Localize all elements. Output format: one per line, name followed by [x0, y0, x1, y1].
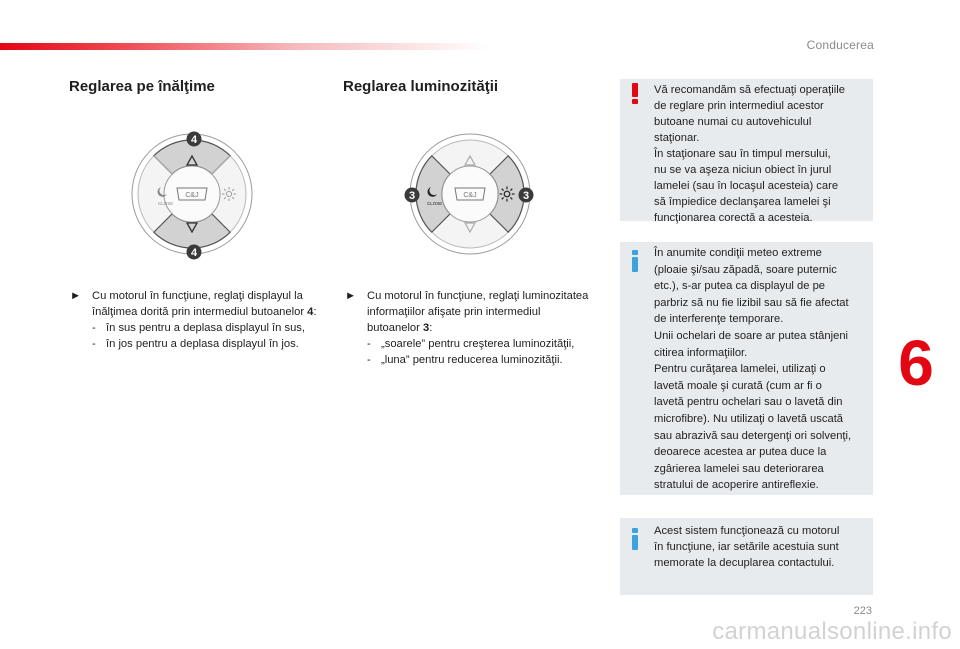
warning-notice — [620, 79, 873, 224]
height-intro-text: Cu motorul în funcţiune, reglaţi displayul la înălţimea dorită prin intermediul butoanelor — [92, 290, 305, 318]
badge-4-top-label: 4 — [190, 134, 198, 146]
warning-line: să împiedice declanşarea lamelei şi — [654, 196, 831, 208]
info-line: stratului de acoperire antireflexie. — [654, 479, 819, 492]
chapter-title: Conducerea — [806, 38, 874, 52]
close-label: CLOSE — [158, 201, 174, 206]
height-item-up: în sus pentru a deplasa displayul în sus, — [106, 322, 306, 334]
info-notice-display — [620, 242, 873, 495]
warning-line: În staţionare sau în timpul mersului, — [654, 148, 831, 160]
brightness-button-ref: 3 — [422, 322, 430, 334]
display-label: C&J — [185, 192, 199, 199]
brightness-item-moon: „luna” pentru reducerea luminozităţii. — [381, 354, 563, 366]
arrow-bullet-icon: ► — [70, 290, 82, 302]
info-line: memorate la decuplarea contactului. — [654, 557, 835, 569]
brightness-instructions: ► Cu motorul în funcţiune, reglaţi luminozitatea informaţiilor afişate prin intermediul butoanelor 3: - „soarele” pentru creşterea luminozităţii, - „luna” pentru reducerea luminozităţii. — [345, 290, 589, 366]
info-line: zgârierea lamelei sau deteriorarea — [654, 462, 824, 475]
close-label: CLOSE — [427, 201, 443, 206]
brightness-item-sun: „soarele” pentru creşterea luminozităţii, — [381, 338, 575, 350]
page-number: 223 — [853, 605, 872, 617]
info-line: În anumite condiţii meteo extreme — [654, 247, 822, 259]
info-line: de interferenţe temporare. — [654, 313, 784, 326]
info-line: parbriz să nu fie lizibil sau să fie afectat — [654, 296, 849, 309]
info-line: lavetă pentru ochelari sau o lavetă din — [654, 396, 843, 409]
warning-line: Vă recomandăm să efectuaţi operaţiile — [654, 84, 845, 96]
height-instructions: ► Cu motorul în funcţiune, reglaţi displayul la înălţimea dorită prin intermediul butoanelor 4: - în sus pentru a deplasa displayul în sus, - în jos pentru a deplasa displayul în jos. — [70, 290, 317, 350]
info-notice-system — [620, 518, 873, 595]
arrow-bullet-icon: ► — [345, 290, 357, 302]
warning-line: nu se va aşeza niciun obiect în jurul — [654, 164, 832, 176]
chapter-number: 6 — [898, 327, 934, 399]
info-icon — [628, 250, 642, 272]
warning-line: staţionar. — [654, 132, 700, 144]
section-title-brightness: Reglarea luminozităţii — [343, 78, 499, 95]
height-adjust-diagram — [127, 128, 257, 260]
info-icon — [628, 528, 642, 550]
height-button-ref: 4 — [307, 306, 314, 318]
warning-line: butoane numai cu autovehiculul — [654, 116, 812, 128]
warning-icon — [628, 83, 642, 105]
height-item-down: în jos pentru a deplasa displayul în jos. — [106, 338, 299, 350]
info-line: Unii ochelari de soare ar putea stânjeni — [654, 329, 849, 342]
display-label: C&J — [463, 192, 477, 199]
watermark: carmanualsonline.info — [712, 618, 952, 645]
section-title-height: Reglarea pe înălţime — [69, 78, 215, 95]
brightness-intro-text: Cu motorul în funcţiune, reglaţi luminozitatea informaţiilor afişate prin intermediul butoanelor — [367, 290, 589, 334]
info-line: citirea informaţiilor. — [654, 346, 748, 359]
info-line: (ploaie şi/sau zăpadă, soare puternic — [654, 263, 837, 276]
info-line: în funcţiune, iar setările acestuia sunt — [654, 541, 839, 553]
info-line: lavetă moale şi curată (cum ar fi o — [654, 379, 822, 392]
warning-line: lamelei (sau în locaşul acesteia) care — [654, 180, 839, 192]
info-line: Acest sistem funcţionează cu motorul — [654, 525, 840, 537]
warning-line: de reglare prin intermediul acestor — [654, 100, 824, 112]
header-accent-bar — [0, 43, 490, 50]
info-line: Pentru curăţarea lamelei, utilizaţi o — [654, 363, 826, 376]
info-line: sau abrazivă sau detergenţi ori solvenţi, — [654, 429, 852, 442]
badge-3-left-label: 3 — [408, 190, 416, 202]
info-line: deoarece acestea ar putea duce la — [654, 446, 827, 459]
brightness-adjust-diagram — [403, 128, 537, 260]
info-line: etc.), s-ar putea ca displayul de pe — [654, 280, 826, 293]
warning-line: funcţionarea corectă a acesteia. — [654, 212, 813, 224]
badge-3-right-label: 3 — [522, 190, 530, 202]
badge-4-bottom-label: 4 — [190, 247, 198, 259]
info-line: microfibre). Nu utilizaţi o lavetă uscată — [654, 412, 844, 425]
